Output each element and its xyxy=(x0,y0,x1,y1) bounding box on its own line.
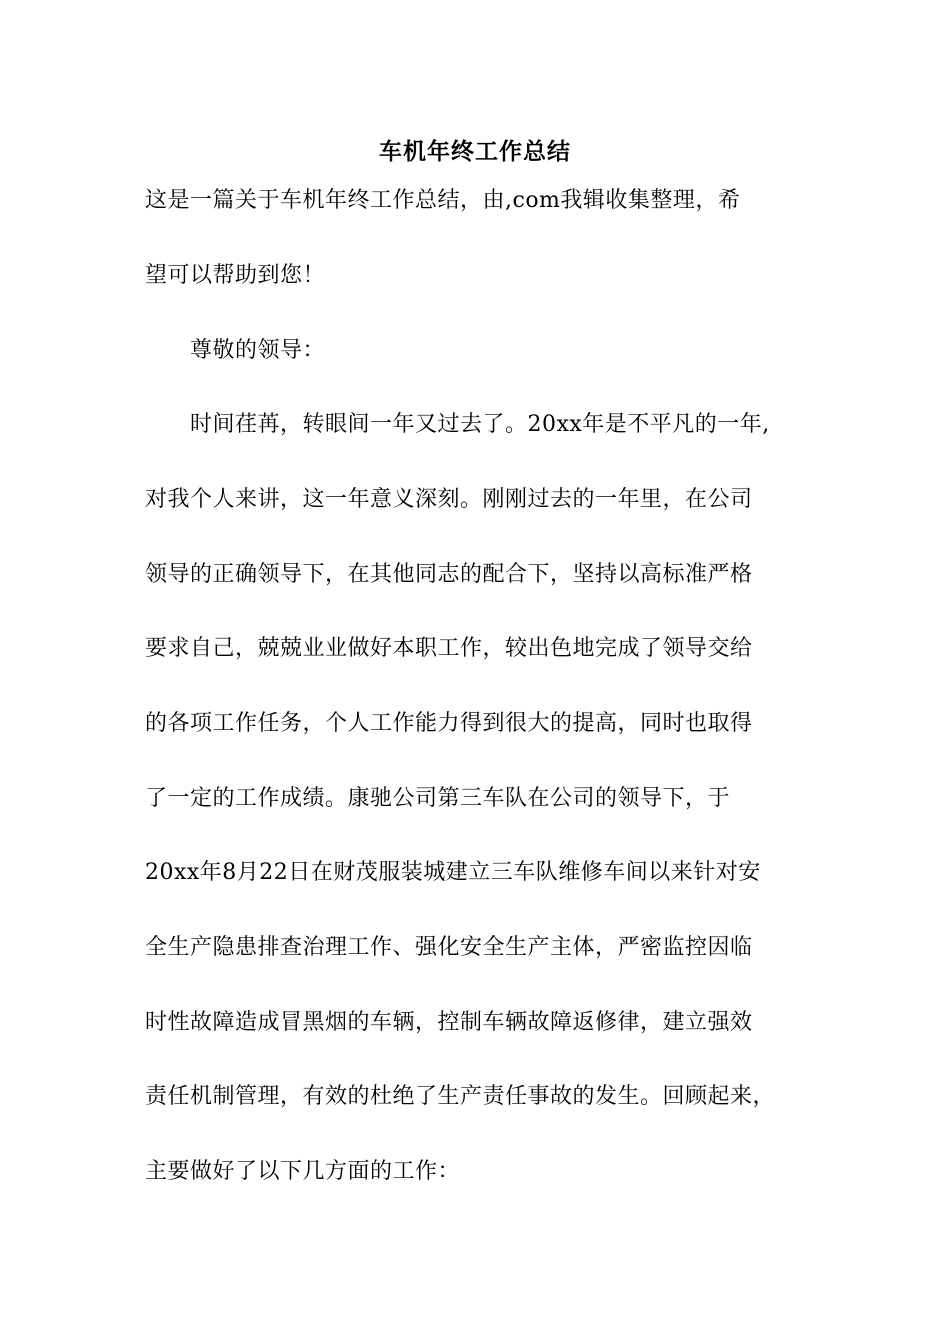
paragraph-line: 这是一篇关于车机年终工作总结，由,com我辑收集整理，希 xyxy=(145,188,741,213)
paragraph-line: 时性故障造成冒黑烟的车辆，控制车辆故障返修律，建立强效 xyxy=(145,1010,753,1035)
paragraph-line: 责任机制管理，有效的杜绝了生产责任事故的发生。回顾起来， xyxy=(145,1084,776,1109)
paragraph-line: 20xx年8月22日在财茂服装城建立三车队维修车间以来针对安 xyxy=(145,860,761,885)
paragraph-line: 主要做好了以下几方面的工作： xyxy=(145,1159,461,1184)
paragraph-line: 尊敬的领导： xyxy=(145,338,326,363)
paragraph-line: 对我个人来讲，这一年意义深刻。刚刚过去的一年里，在公司 xyxy=(145,487,753,512)
paragraph-line: 领导的正确领导下，在其他同志的配合下，坚持以高标准严格 xyxy=(145,562,753,587)
paragraph-line: 望可以帮助到您！ xyxy=(145,263,326,288)
paragraph-line: 要求自己，兢兢业业做好本职工作，较出色地完成了领导交给 xyxy=(145,636,753,661)
paragraph-line: 了一定的工作成绩。康驰公司第三车队在公司的领导下，于 xyxy=(145,786,731,811)
document-title: 车机年终工作总结 xyxy=(379,139,571,165)
paragraph-line: 时间荏苒，转眼间一年又过去了。20xx年是不平凡的一年, xyxy=(145,412,770,437)
paragraph-line: 全生产隐患排查治理工作、强化安全生产主体，严密监控因临 xyxy=(145,935,753,960)
paragraph-line: 的各项工作任务，个人工作能力得到很大的提高，同时也取得 xyxy=(145,711,753,736)
